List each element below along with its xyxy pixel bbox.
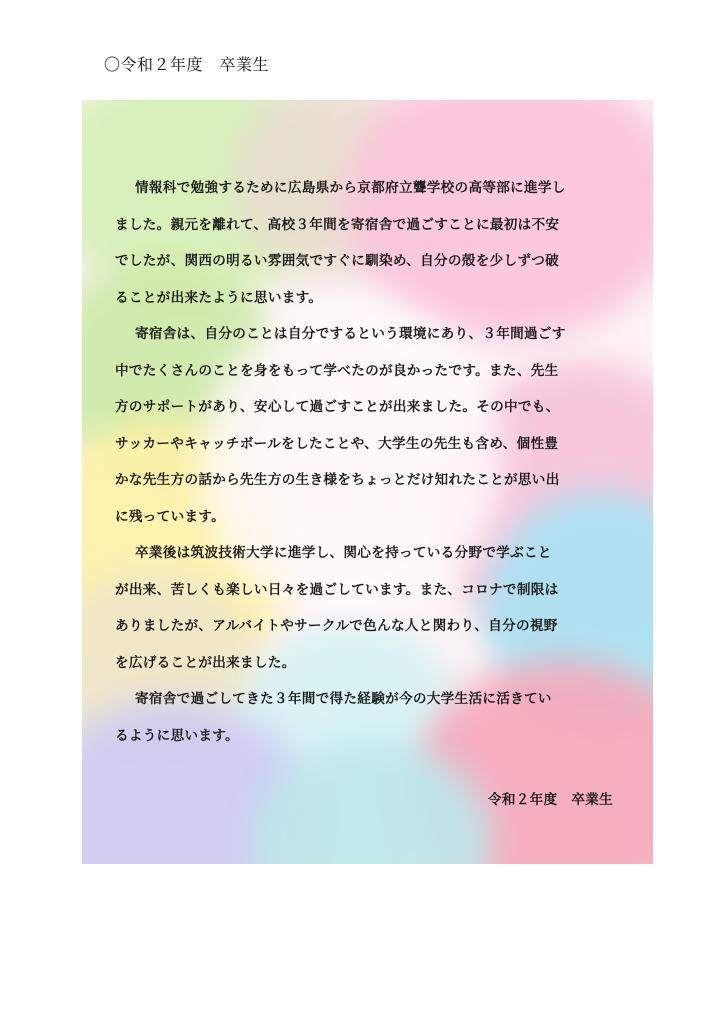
letter-line: るように思います。 (115, 727, 239, 744)
letter-line: 情報科で勉強するために広島県から京都府立聾学校の高等部に進学し (135, 180, 566, 196)
letter-line: に残っています。 (115, 508, 226, 525)
letter-line: 中でたくさんのことを身をもって学べたのが良かったです。また、先生 (115, 362, 559, 379)
letter-signature: 令和２年度 卒業生 (487, 792, 613, 808)
letter-line: 卒業後は筑波技術大学に進学し、関心を持っている分野で学ぶこと (135, 545, 552, 561)
letter-line: ることが出来たように思います。 (115, 289, 323, 306)
letter-line: を広げることが出来ました。 (115, 654, 296, 671)
letter-line: でしたが、関西の明るい雰囲気ですぐに馴染め、自分の殻を少しずつ破 (115, 253, 560, 269)
letter-line: 方のサポートがあり、安心して過ごすことが出来ました。その中でも、 (115, 399, 560, 415)
letter-line: サッカーやキャッチボールをしたことや、大学生の先生も含め、個性豊 (115, 435, 559, 452)
letter-line: ました。親元を離れて、高校３年間を寄宿舎で過ごすことに最初は不安 (115, 216, 560, 233)
letter-line: かな先生方の話から先生方の生き様をちょっとだけ知れたことが思い出 (115, 472, 560, 488)
letter-line: 寄宿舎は、自分のことは自分でするという環境にあり、３年間過ごす (135, 326, 566, 342)
letter-line: 寄宿舎で過ごしてきた３年間で得た経験が今の大学生活に活きてい (135, 691, 552, 707)
letter-body (115, 170, 615, 754)
page-title: 〇令和２年度 卒業生 (104, 55, 270, 74)
letter-card (82, 100, 653, 864)
letter-line: が出来、苦しくも楽しい日々を過ごしています。また、コロナで制限は (115, 581, 559, 598)
letter-line: ありましたが、アルバイトやサークルで色んな人と関わり、自分の視野 (115, 618, 558, 634)
